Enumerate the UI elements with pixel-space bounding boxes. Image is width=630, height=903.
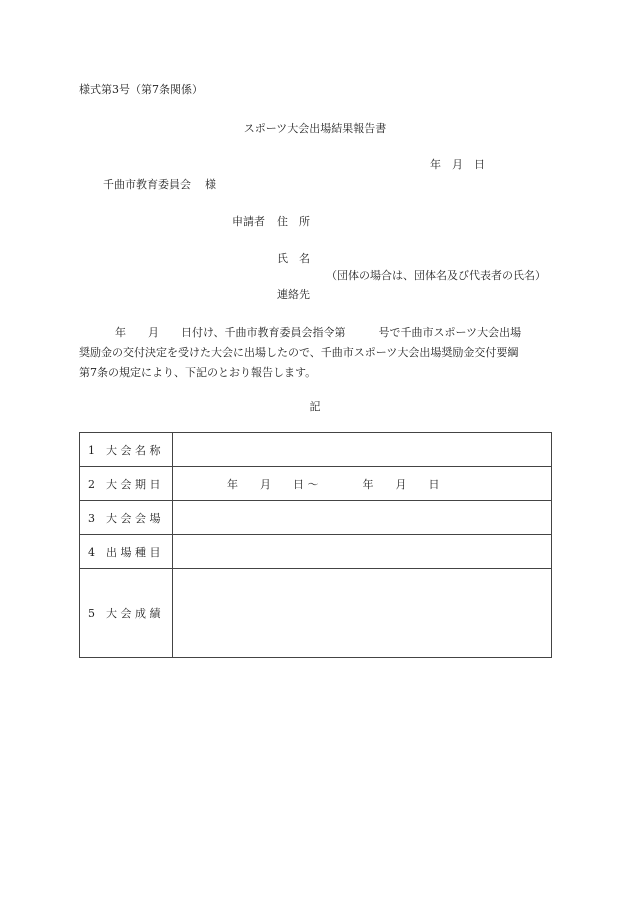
date-line: 年 月 日 <box>430 158 485 171</box>
report-body <box>79 323 555 383</box>
row-label-results: 5 大 会 成 績 <box>80 569 173 658</box>
table-row <box>80 569 552 658</box>
table-row <box>80 535 552 569</box>
body-line-3: 第7条の規定により、下記のとおり報告します。 <box>79 366 317 379</box>
contact-label: 連絡先 <box>277 288 310 301</box>
addressee <box>103 176 216 192</box>
row-value-event-name[interactable] <box>173 433 552 467</box>
name-label: 氏 名 <box>277 252 310 265</box>
row-label-event-dates: 2 大 会 期 日 <box>80 467 173 501</box>
organization-note: （団体の場合は、団体名及び代表者の氏名） <box>326 269 546 282</box>
body-line-2: 奨励金の交付決定を受けた大会に出場したので、千曲市スポーツ大会出場奨励金交付要綱 <box>79 346 519 359</box>
row-label-venue: 3 大 会 会 場 <box>80 501 173 535</box>
document-title: スポーツ大会出場結果報告書 <box>243 122 387 135</box>
table-row <box>80 501 552 535</box>
table-row <box>80 433 552 467</box>
form-number: 様式第3号（第7条関係） <box>79 83 203 96</box>
note-header: 記 <box>309 400 321 413</box>
table-row <box>80 467 552 501</box>
body-line-1: 年 月 日付け、千曲市教育委員会指令第 号で千曲市スポーツ大会出場 <box>115 326 522 339</box>
row-label-event-name: 1 大 会 名 称 <box>80 433 173 467</box>
addressee-honorific: 様 <box>205 178 216 191</box>
addressee-name: 千曲市教育委員会 <box>103 178 191 191</box>
row-value-event-dates[interactable]: 年 月 日 〜 年 月 日 <box>173 467 552 501</box>
row-label-event-category: 4 出 場 種 目 <box>80 535 173 569</box>
row-value-venue[interactable] <box>173 501 552 535</box>
report-table <box>79 432 552 658</box>
row-value-results[interactable] <box>173 569 552 658</box>
row-value-event-category[interactable] <box>173 535 552 569</box>
address-label: 住 所 <box>277 215 310 228</box>
applicant-label: 申請者 <box>232 215 265 228</box>
